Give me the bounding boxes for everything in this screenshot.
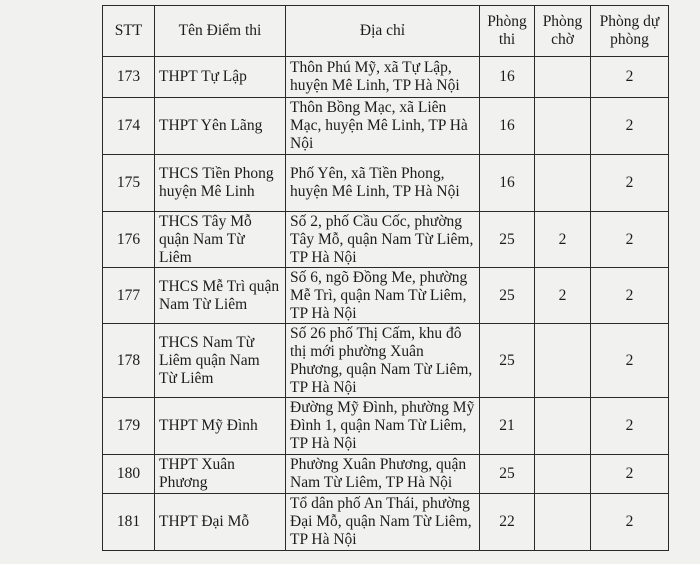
cell-address: Số 2, phố Cầu Cốc, phường Tây Mỗ, quận Nam Từ Liêm, TP Hà Nội: [286, 212, 480, 268]
cell-reserve: 2: [591, 57, 669, 98]
cell-rooms: 25: [480, 212, 535, 268]
cell-rooms: 25: [480, 268, 535, 324]
cell-waiting: [535, 324, 591, 398]
cell-address: Tổ dân phố An Thái, phường Đại Mỗ, quận Nam Từ Liêm, TP Hà Nội: [286, 494, 480, 551]
cell-waiting: [535, 398, 591, 455]
cell-reserve: 2: [591, 324, 669, 398]
cell-address: Phường Xuân Phương, quận Nam Từ Liêm, TP Hà Nội: [286, 455, 480, 494]
table-row: [103, 324, 669, 398]
table-body: [103, 57, 669, 551]
table-row: [103, 268, 669, 324]
cell-name: THCS Mễ Trì quận Nam Từ Liêm: [155, 268, 286, 324]
cell-waiting: [535, 494, 591, 551]
header-stt: STT: [103, 6, 155, 57]
cell-reserve: 2: [591, 98, 669, 155]
table-row: [103, 155, 669, 212]
cell-rooms: 21: [480, 398, 535, 455]
cell-name: THCS Nam Từ Liêm quận Nam Từ Liêm: [155, 324, 286, 398]
cell-waiting: [535, 455, 591, 494]
header-address: Địa chỉ: [286, 6, 480, 57]
cell-waiting: 2: [535, 268, 591, 324]
cell-rooms: 16: [480, 155, 535, 212]
table-row: [103, 455, 669, 494]
cell-rooms: 25: [480, 324, 535, 398]
cell-rooms: 22: [480, 494, 535, 551]
header-waiting: Phòng chờ: [535, 6, 591, 57]
table-row: [103, 98, 669, 155]
table-header-row: [103, 6, 669, 57]
cell-stt: 181: [103, 494, 155, 551]
cell-waiting: [535, 98, 591, 155]
cell-reserve: 2: [591, 268, 669, 324]
header-reserve: Phòng dự phòng: [591, 6, 669, 57]
header-name: Tên Điểm thi: [155, 6, 286, 57]
cell-stt: 178: [103, 324, 155, 398]
table-row: [103, 494, 669, 551]
cell-reserve: 2: [591, 155, 669, 212]
cell-reserve: 2: [591, 455, 669, 494]
cell-name: THPT Tự Lập: [155, 57, 286, 98]
cell-reserve: 2: [591, 212, 669, 268]
cell-name: THCS Tiền Phong huyện Mê Linh: [155, 155, 286, 212]
cell-name: THPT Đại Mỗ: [155, 494, 286, 551]
cell-name: THPT Mỹ Đình: [155, 398, 286, 455]
table-row: [103, 57, 669, 98]
cell-address: Số 6, ngõ Đồng Me, phường Mễ Trì, quận Nam Từ Liêm, TP Hà Nội: [286, 268, 480, 324]
cell-stt: 173: [103, 57, 155, 98]
cell-reserve: 2: [591, 494, 669, 551]
cell-name: THPT Xuân Phương: [155, 455, 286, 494]
header-rooms: Phòng thi: [480, 6, 535, 57]
cell-address: Thôn Phú Mỹ, xã Tự Lập, huyện Mê Linh, TP Hà Nội: [286, 57, 480, 98]
cell-waiting: 2: [535, 212, 591, 268]
cell-stt: 176: [103, 212, 155, 268]
cell-stt: 179: [103, 398, 155, 455]
table-row: [103, 398, 669, 455]
cell-rooms: 25: [480, 455, 535, 494]
cell-name: THCS Tây Mỗ quận Nam Từ Liêm: [155, 212, 286, 268]
cell-address: Đường Mỹ Đình, phường Mỹ Đình 1, quận Nam Từ Liêm, TP Hà Nội: [286, 398, 480, 455]
cell-address: Thôn Bồng Mạc, xã Liên Mạc, huyện Mê Linh, TP Hà Nội: [286, 98, 480, 155]
table-row: [103, 212, 669, 268]
cell-rooms: 16: [480, 57, 535, 98]
cell-name: THPT Yên Lãng: [155, 98, 286, 155]
cell-stt: 175: [103, 155, 155, 212]
cell-stt: 177: [103, 268, 155, 324]
cell-waiting: [535, 57, 591, 98]
cell-waiting: [535, 155, 591, 212]
cell-rooms: 16: [480, 98, 535, 155]
cell-stt: 174: [103, 98, 155, 155]
cell-stt: 180: [103, 455, 155, 494]
cell-reserve: 2: [591, 398, 669, 455]
cell-address: Số 26 phố Thị Cấm, khu đô thị mới phường Xuân Phương, quận Nam Từ Liêm, TP Hà Nội: [286, 324, 480, 398]
cell-address: Phố Yên, xã Tiền Phong, huyện Mê Linh, TP Hà Nội: [286, 155, 480, 212]
exam-locations-table: [102, 5, 669, 551]
